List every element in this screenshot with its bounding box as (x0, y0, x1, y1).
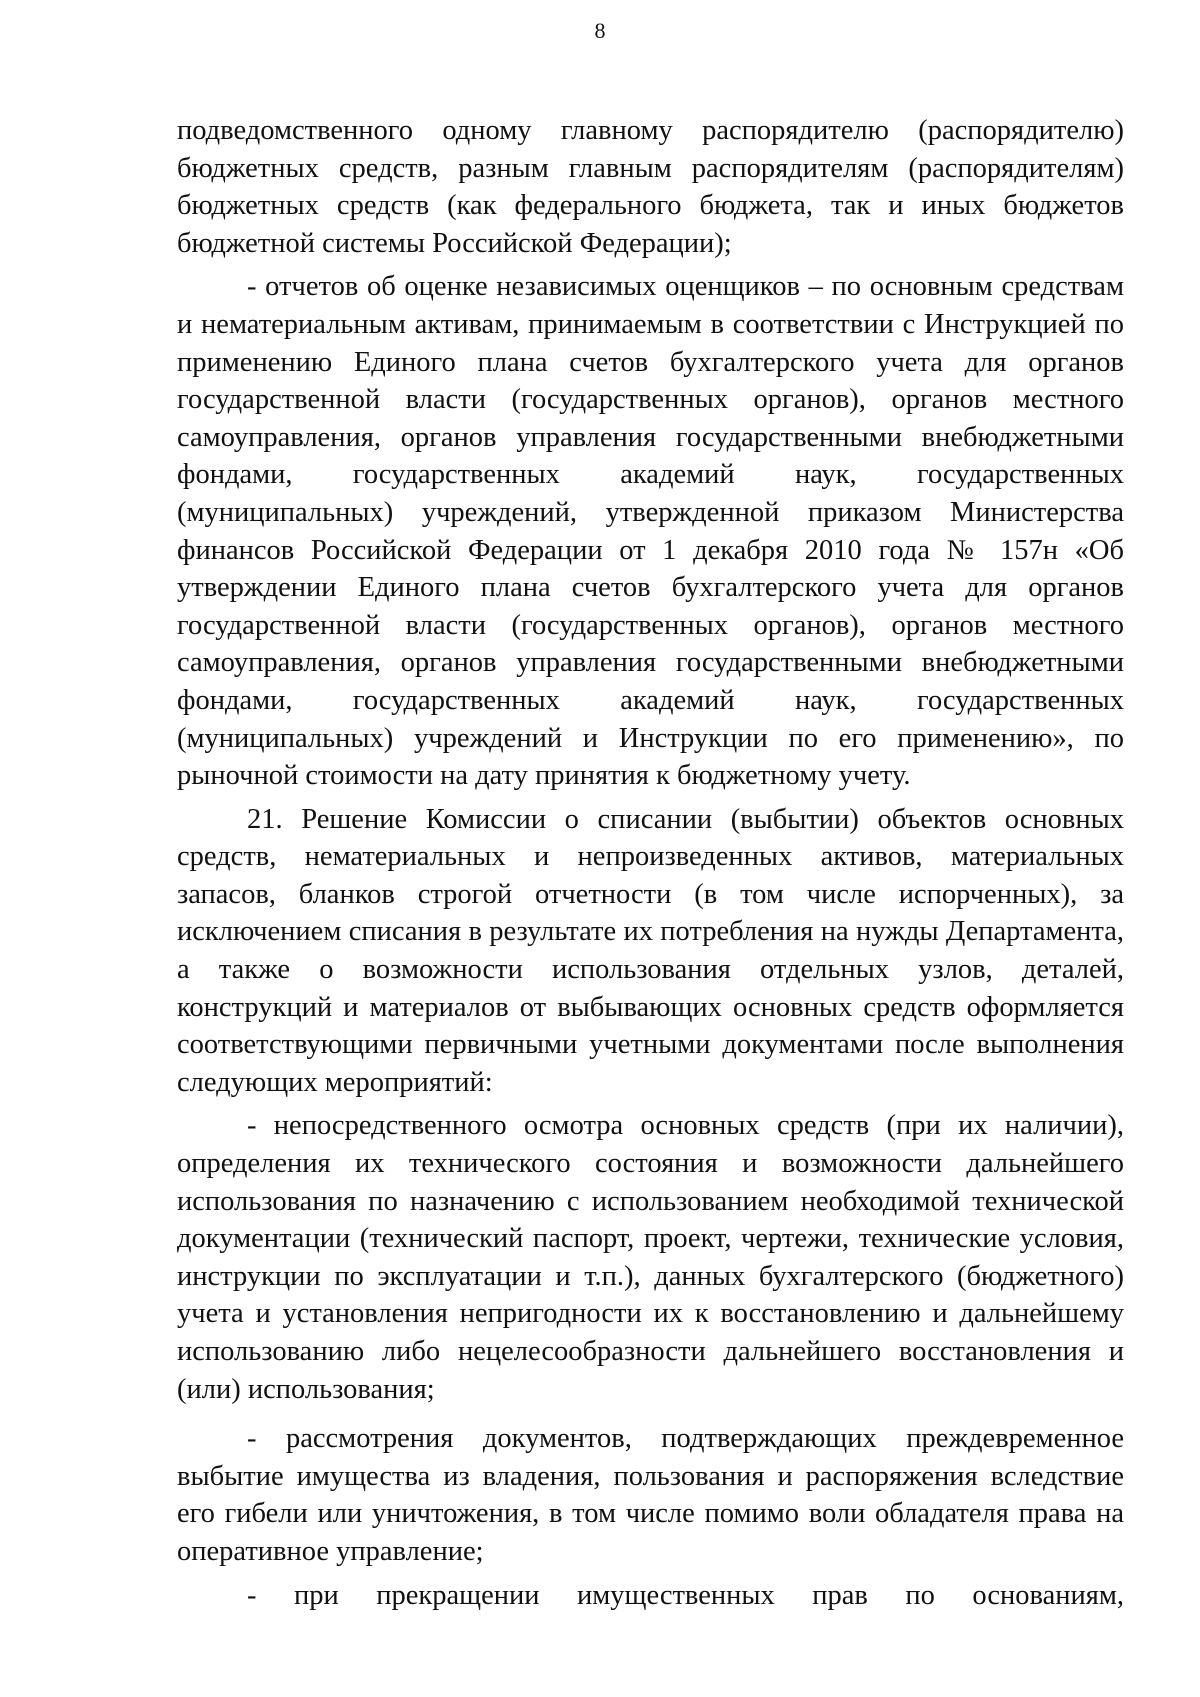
page-number: 8 (594, 18, 606, 43)
paragraph-inspection: - непосредственного осмотра основных средств (при их наличии), определения их технического состояния и возможности дальнейшего использования по назначению с использованием необходимой технической документации (технический паспорт, проект, чертежи, технические условия, инструкции по эксплуатации и т.п.), данных бухгалтерского (бюджетного) учета и установления непригодности их к восстановлению и дальнейшему использованию либо нецелесообразности дальнейшего восстановления и (или) использования; (177, 1110, 1124, 1405)
document-body (177, 112, 1124, 1614)
paragraph-appraisal-reports: - отчетов об оценке независимых оценщиков – по основным средствам и нематериальным активам, принимаемым в соответствии с Инструкцией по применению Единого плана счетов бухгалтерского учета для органов государственной власти (государственных органов), органов местного самоуправления, органов управления государственными внебюджетными фондами, государственных академий наук, государственных (муниципальных) учреждений, утвержденной приказом Министерства финансов Российской Федерации от 1 декабря 2010 года № 157н «Об утверждении Единого плана счетов бухгалтерского учета для органов государственной власти (государственных органов), органов местного самоуправления, органов управления государственными внебюджетными фондами, государственных академий наук, государственных (муниципальных) учреждений и Инструкции по его применению», по рыночной стоимости на дату принятия к бюджетному учету. (177, 271, 1124, 792)
paragraph-property-rights: - при прекращении имущественных прав по основаниям, (247, 1579, 1124, 1611)
paragraph-item-21: 21. Решение Комиссии о списании (выбытии) объектов основных средств, нематериальных и непроизведенных активов, материальных запасов, бланков строгой отчетности (в том числе испорченных), за исключением списания в результате их потребления на нужды Департамента, а также о возможности использования отдельных узлов, деталей, конструкций и материалов от выбывающих основных средств оформляется соответствующими первичными учетными документами после выполнения следующих мероприятий: (177, 803, 1124, 1098)
paragraph-documents-review: - рассмотрения документов, подтверждающих преждевременное выбытие имущества из владения, пользования и распоряжения вследствие его гибели или уничтожения, в том числе помимо воли обладателя права на оперативное управление; (177, 1423, 1124, 1567)
paragraph-continuation: подведомственного одному главному распорядителю (распорядителю) бюджетных средств, разным главным распорядителям (распорядителям) бюджетных средств (как федерального бюджета, так и иных бюджетов бюджетной системы Российской Федерации); (177, 115, 1124, 259)
